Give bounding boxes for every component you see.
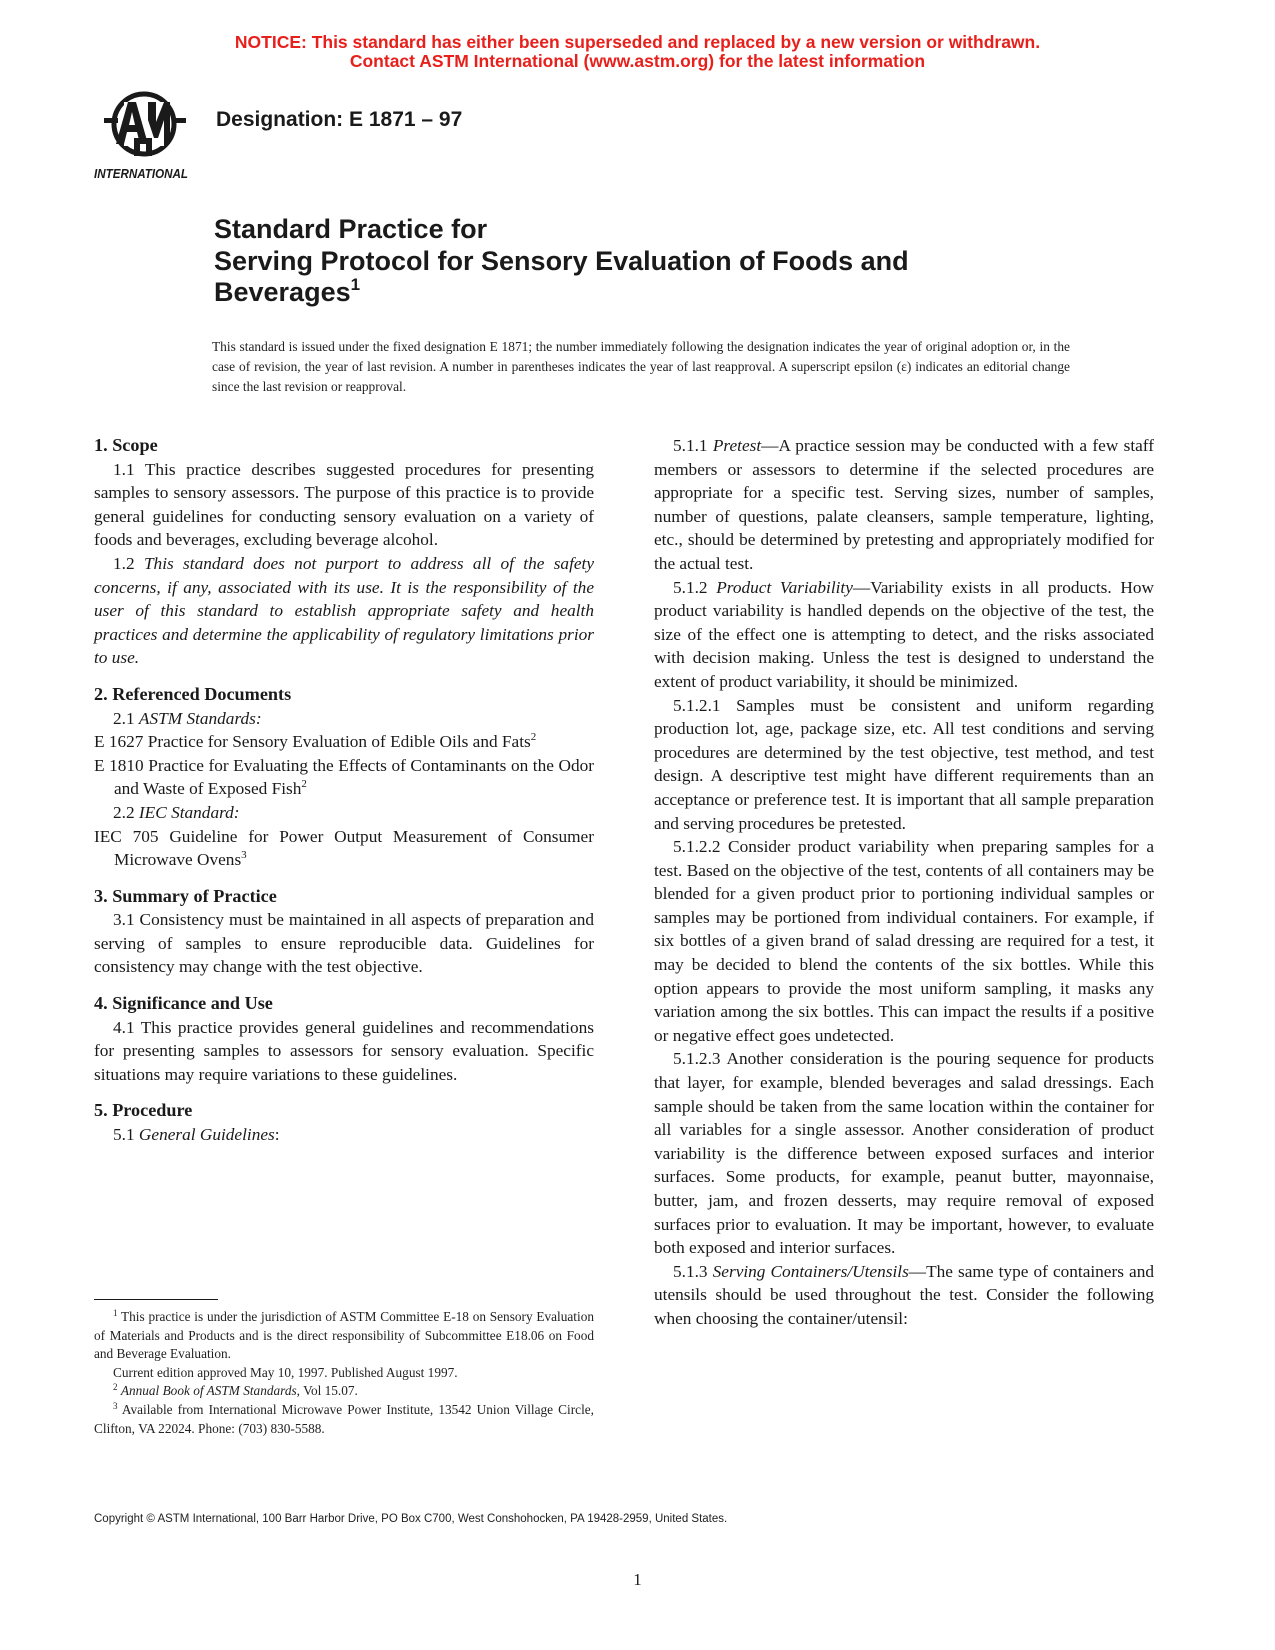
- page-number: 1: [633, 1570, 642, 1589]
- paragraph-4-1: 4.1 This practice provides general guidelines and recommendations for presenting samples to assessors for sensory evaluation. Specific situations may require variations to these guidelines.: [94, 1017, 594, 1084]
- title-footnote-mark: 1: [350, 275, 361, 294]
- paragraph-5-1-number: 5.1: [113, 1125, 139, 1145]
- iec-standard-label: IEC Standard:: [138, 802, 240, 822]
- paragraph-3-1: 3.1 Consistency must be maintained in all aspects of preparation and serving of samples to ensure reproducible data. Guidelines for consistency may change with the test objective.: [94, 910, 594, 977]
- footnotes: [94, 1308, 594, 1438]
- reference-e1810-text: E 1810 Practice for Evaluating the Effects of Contaminants on the Odor and Waste of Exposed Fish: [94, 755, 594, 799]
- section-heading-summary: 3. Summary of Practice: [94, 885, 277, 906]
- safety-caveat: This standard does not purport to address all of the safety concerns, if any, associated with its use. It is the responsibility of the user of this standard to establish appropriate safety and health practices and determine the applicability of regulatory limitations prior to use.: [94, 553, 595, 668]
- paragraph-2-2-number: 2.2: [113, 802, 139, 822]
- astm-logo-icon: [94, 88, 198, 184]
- notice-line-2: Contact ASTM International (www.astm.org) for the latest information: [349, 51, 926, 71]
- footnote-1-edition: Current edition approved May 10, 1997. Published August 1997.: [113, 1364, 458, 1380]
- paragraph-5-1-2-1: 5.1.2.1 Samples must be consistent and uniform regarding production lot, age, package size, etc. All test conditions and serving procedures are determined by the test objective, test method, and test design. A descriptive test might have different requirements than an acceptance or preference test. It is important that all sample preparation and serving procedures be pretested.: [654, 695, 1154, 833]
- astm-standards-label: ASTM Standards:: [138, 708, 262, 728]
- paragraph-5-1-3-number: 5.1.3: [673, 1261, 713, 1281]
- paragraph-1-2: [94, 552, 594, 670]
- section-heading-referenced-documents: 2. Referenced Documents: [94, 683, 292, 704]
- paragraph-5-1-2-text: —Variability exists in all products. How product variability is handled depends on the objective of the test, the size of the effect one is attempting to detect, and the risks associated with decision making. Unless the test is designed to understand the extent of product variability, it should be minimized.: [654, 577, 1154, 691]
- paragraph-5-1-2: [654, 576, 1154, 694]
- reference-e1627-footnote-mark: 2: [530, 731, 537, 744]
- notice-line-1: NOTICE: This standard has either been superseded and replaced by a new version or withdrawn.: [234, 32, 1041, 52]
- paragraph-2-2: [94, 801, 594, 825]
- footnote-3-mark: 3: [113, 1400, 118, 1411]
- paragraph-1-1: 1.1 This practice describes suggested procedures for presenting samples to sensory assessors. The purpose of this practice is to provide general guidelines for conducting sensory evaluation on a variety of foods and beverages, excluding beverage alcohol.: [94, 459, 594, 550]
- right-column: [654, 434, 1154, 1331]
- footnote-1-mark: 1: [113, 1308, 118, 1318]
- paragraph-5-1-3: [654, 1260, 1154, 1331]
- section-heading-procedure: 5. Procedure: [94, 1100, 193, 1121]
- section-heading-significance: 4. Significance and Use: [94, 993, 273, 1014]
- reference-iec705: [94, 825, 594, 872]
- paragraph-5-1-2-number: 5.1.2: [673, 577, 717, 597]
- product-variability-label: Product Variability: [716, 577, 853, 597]
- paragraph-5-1-1-number: 5.1.1: [673, 436, 713, 455]
- supersede-notice: [0, 33, 1275, 71]
- title-line-3: [214, 277, 1114, 309]
- reference-iec705-footnote-mark: 3: [241, 849, 247, 862]
- astm-international-logo: [94, 88, 198, 184]
- document-title: [214, 214, 1114, 309]
- footnote-1: [94, 1308, 594, 1364]
- title-line-2: Serving Protocol for Sensory Evaluation of Foods and: [214, 245, 909, 276]
- title-line-3-text: Beverages: [214, 277, 351, 307]
- reference-e1627: [94, 730, 594, 754]
- footnote-divider: [94, 1299, 218, 1300]
- footnote-3: [94, 1401, 594, 1438]
- footnote-3-text: Available from International Microwave Power Institute, 13542 Union Village Circle, Clifton, VA 22024. Phone: (703) 830-5588.: [94, 1401, 594, 1436]
- footnote-2-mark: 2: [113, 1382, 118, 1393]
- reference-iec705-text: IEC 705 Guideline for Power Output Measurement of Consumer Microwave Ovens: [94, 826, 594, 870]
- paragraph-5-1-3-text: —The same type of containers and utensils should be used throughout the test. Consider the following when choosing the container/utensil:: [654, 1261, 1154, 1328]
- paragraph-5-1-1: [654, 434, 1154, 576]
- paragraph-5-1-colon: :: [274, 1125, 280, 1145]
- footnote-1-text: This practice is under the jurisdiction of ASTM Committee E-18 on Sensory Evaluation of Materials and Products and is the direct responsibility of Subcommittee E18.06 on Food and Beverage Evaluation.: [94, 1309, 594, 1362]
- footnote-2-text: , Vol 15.07.: [296, 1383, 358, 1399]
- paragraph-5-1-2-2: 5.1.2.2 Consider product variability when preparing samples for a test. Based on the objective of the test, contents of all containers may be blended for a given product prior to portioning individual samples or samples may be portioned from individual containers. For example, if six bottles of a given brand of salad dressing are required for a test, it may be decided to blend the contents of the six bottles. While this option appears to provide the most uniform sampling, it masks any variation among the six bottles. This can impact the results if a positive or negative effect goes undetected.: [654, 837, 1154, 1045]
- reference-e1627-text: E 1627 Practice for Sensory Evaluation of Edible Oils and Fats: [94, 732, 531, 752]
- issuance-note: This standard is issued under the fixed designation E 1871; the number immediately following the designation indicates the year of original adoption or, in the case of revision, the year of last revision. A number in parentheses indicates the year of last reapproval. A superscript epsilon (ε) indicates an editorial change since the last revision or reapproval.: [212, 339, 1070, 394]
- pretest-label: Pretest: [712, 436, 762, 455]
- designation: Designation: E 1871 – 97: [216, 108, 463, 131]
- paragraph-2-1: [94, 707, 594, 731]
- logo-wordmark: INTERNATIONAL: [94, 166, 189, 181]
- footnote-2: [94, 1382, 594, 1401]
- reference-e1810-footnote-mark: 2: [301, 778, 307, 791]
- paragraph-1-2-number: 1.2: [113, 553, 144, 573]
- left-column: [94, 434, 594, 1147]
- paragraph-2-1-number: 2.1: [113, 708, 139, 728]
- paragraph-5-1-1-text: —A practice session may be conducted with a few staff members or assessors to determine if the selected procedures are appropriate for a specific test. Serving sizes, number of samples, number of questions, palate cleansers, sample temperature, lighting, etc., should be determined by pretesting and appropriately modified for the actual test.: [654, 436, 1154, 573]
- footnote-2-label: Annual Book of ASTM Standards: [120, 1383, 297, 1399]
- general-guidelines-label: General Guidelines: [138, 1125, 275, 1145]
- paragraph-5-1-2-3: 5.1.2.3 Another consideration is the pouring sequence for products that layer, for example, blended beverages and salad dressings. Each sample should be taken from the same location within the container for all variables for a single assessor. Another consideration of product variability is the difference between exposed surfaces and interior surfaces. Some products, for example, peanut butter, mayonnaise, butter, jam, and frozen desserts, may require removal of exposed surfaces prior to evaluation. It may be important, however, to evaluate both exposed and interior surfaces.: [654, 1049, 1154, 1258]
- section-heading-scope: 1. Scope: [94, 435, 158, 455]
- title-line-1: Standard Practice for: [214, 214, 488, 244]
- serving-containers-label: Serving Containers/Utensils: [712, 1261, 909, 1281]
- paragraph-5-1: [94, 1123, 594, 1147]
- copyright-line: Copyright © ASTM International, 100 Barr Harbor Drive, PO Box C700, West Conshohocken, PA 19428-2959, United States.: [94, 1513, 728, 1525]
- reference-e1810: [94, 754, 594, 801]
